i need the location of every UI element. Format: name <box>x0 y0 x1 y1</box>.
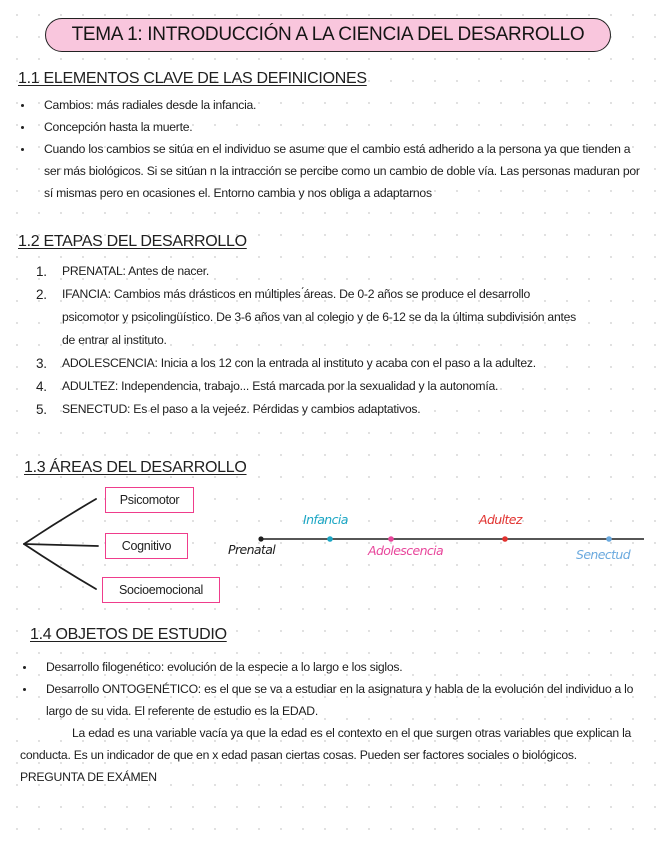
area-box-psicomotor <box>105 487 194 513</box>
section-etapas-body <box>20 260 580 421</box>
list-item <box>20 283 580 352</box>
area-label: Psicomotor <box>119 493 180 507</box>
list-item <box>20 375 580 398</box>
list-item <box>20 398 580 421</box>
page-title <box>45 18 611 52</box>
section-objetos-body <box>20 656 638 788</box>
list-item-text: ADULTEZ: Independencia, trabajo... Está marcada por la sexualidad y la autonomía. <box>62 379 499 393</box>
branch-lines <box>24 499 98 589</box>
timeline <box>258 536 644 542</box>
list-item-text: PRENATAL: Antes de nacer. <box>62 264 210 278</box>
list-item <box>20 352 580 375</box>
list-number: 5. <box>36 402 47 417</box>
list-item: Concepción hasta la muerte. <box>18 116 640 138</box>
objetos-list <box>20 656 638 722</box>
edad-paragraph: La edad es una variable vacía ya que la edad es el contexto en el que surgen otras variables que explican la conducta. Es un indicador de que en x edad pasan ciertas cosas. Pueden ser factores sociales o biológicos. PREGUNTA DE EXÁMEN <box>20 726 632 784</box>
section-heading-areas: 1.3 ÁREAS DEL DESARROLLO <box>24 459 247 476</box>
timeline-dot-senectud <box>606 536 612 542</box>
list-item: Desarrollo ONTOGENÉTICO: es el que se va a estudiar en la asignatura y habla de la evolución del individuo a lo largo de su vida. El referente de estudio es la EDAD. <box>20 678 638 722</box>
section-heading-elementos: 1.1 ELEMENTOS CLAVE DE LAS DEFINICIONES <box>18 70 367 87</box>
area-box-cognitivo <box>105 533 188 559</box>
list-number: 4. <box>36 379 47 394</box>
area-box-socioemocional <box>102 577 220 603</box>
list-item: Cambios: más radiales desde la infancia. <box>18 94 640 116</box>
timeline-label-adultez: Adultez <box>479 512 522 527</box>
timeline-dot-adolescencia <box>388 536 394 542</box>
area-label: Socioemocional <box>118 583 204 597</box>
etapas-list <box>20 260 580 421</box>
section-heading-etapas: 1.2 ETAPAS DEL DESARROLLO <box>18 233 247 250</box>
list-item: Cuando los cambios se sitúa en el individuo se asume que el cambio está adherido a la persona ya que tienden a ser más biológicos. Si se sitúan n la intracción se percibe como un cambio de doble vía. Las personas maduran por sí mismas pero en ocasiones el. Entorno cambia y nos obliga a adaptarnos <box>18 138 640 204</box>
list-number: 2. <box>36 287 47 302</box>
branch-line-middle <box>24 544 98 546</box>
page-title-text: TEMA 1: INTRODUCCIÓN A LA CIENCIA DEL DESARROLLO <box>71 24 585 45</box>
list-number: 1. <box>36 264 47 279</box>
list-number: 3. <box>36 356 47 371</box>
list-item-text: SENECTUD: Es el paso a la vejeéz. Pérdidas y cambios adaptativos. <box>62 402 421 416</box>
timeline-dot-infancia <box>327 536 333 542</box>
timeline-label-adolescencia: Adolescencia <box>368 543 444 558</box>
areas-diagram <box>0 480 656 610</box>
branch-line-top <box>24 499 96 544</box>
timeline-label-prenatal: Prenatal <box>228 542 276 557</box>
area-label: Cognitivo <box>121 539 172 553</box>
timeline-label-senectud: Senectud <box>576 547 631 562</box>
elementos-list <box>18 94 640 204</box>
timeline-dot-adultez <box>502 536 508 542</box>
timeline-dot-prenatal <box>258 536 263 541</box>
branch-line-bottom <box>24 544 96 589</box>
list-item-text: IFANCIA: Cambios más drásticos en múltiples ́áreas. De 0-2 años se produce el desarrollo psicomotor y psicolingüístico. De 3-6 años van al colegio y de 6-12 se da la última subdivisión antes de entrar al instituto. <box>62 287 576 347</box>
timeline-label-infancia: Infancia <box>303 512 348 527</box>
section-heading-objetos: 1.4 OBJETOS DE ESTUDIO <box>30 626 227 643</box>
list-item: Desarrollo filogenético: evolución de la especie a lo largo e los siglos. <box>20 656 638 678</box>
list-item <box>20 260 580 283</box>
section-elementos-body <box>18 94 640 204</box>
list-item-text: ADOLESCENCIA: Inicia a los 12 con la entrada al instituto y acaba con el paso a la adultez. <box>62 356 536 370</box>
